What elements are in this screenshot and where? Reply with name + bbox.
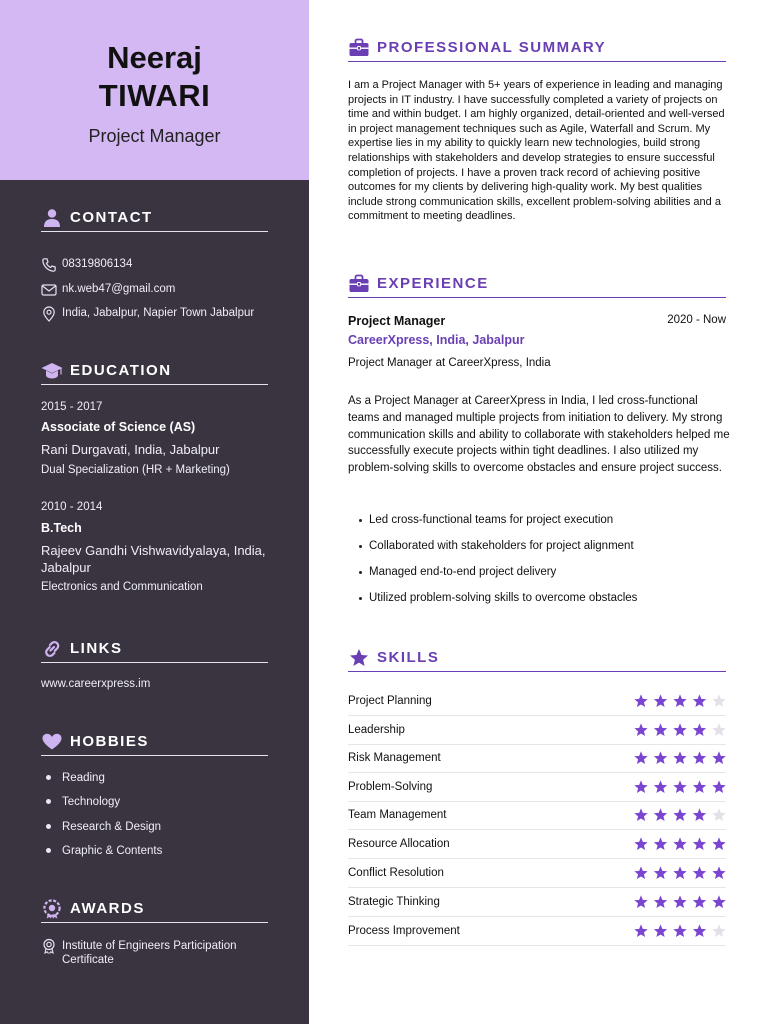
skill-rating-stars — [634, 780, 726, 794]
skill-row — [348, 860, 726, 888]
job-bullet — [359, 597, 362, 600]
skill-rating-stars — [634, 723, 726, 737]
star-empty-icon — [712, 808, 725, 821]
skill-rating-stars — [634, 808, 726, 822]
star-filled-icon — [654, 837, 667, 850]
star-empty-icon — [712, 924, 725, 937]
awards-heading — [41, 899, 268, 923]
medal-icon — [41, 938, 57, 954]
job-bullet — [359, 519, 362, 522]
job-bullet-text: Led cross-functional teams for project execution — [369, 514, 614, 526]
job-date: 2020 - Now — [667, 314, 726, 326]
briefcase-icon — [348, 38, 370, 58]
star-filled-icon — [673, 866, 686, 879]
location-pin-icon — [41, 306, 57, 322]
address-text: India, Jabalpur, Napier Town Jabalpur — [62, 307, 255, 319]
edu-2-school: Rajeev Gandhi Vishwavidyalaya, India, Jabalpur — [41, 543, 266, 575]
star-filled-icon — [693, 694, 706, 707]
job-subtitle: Project Manager at CareerXpress, India — [348, 357, 551, 369]
skill-row — [348, 717, 726, 745]
edu-2-years: 2010 - 2014 — [41, 501, 103, 513]
link-icon — [41, 639, 63, 659]
star-filled-icon — [673, 808, 686, 821]
star-filled-icon — [634, 694, 647, 707]
skill-row — [348, 745, 726, 773]
edu-1-years: 2015 - 2017 — [41, 401, 103, 413]
hobby-item: Technology — [62, 796, 121, 808]
hobby-bullet — [46, 799, 51, 804]
skill-rating-stars — [634, 895, 726, 909]
star-filled-icon — [693, 808, 706, 821]
education-title: EDUCATION — [70, 362, 172, 379]
skill-name: Problem-Solving — [348, 781, 433, 793]
skill-name: Strategic Thinking — [348, 896, 440, 908]
award-text: Institute of Engineers Participation Certificate — [62, 940, 237, 966]
star-empty-icon — [712, 694, 725, 707]
skill-name: Resource Allocation — [348, 838, 450, 850]
skill-name: Conflict Resolution — [348, 867, 444, 879]
star-filled-icon — [634, 866, 647, 879]
star-filled-icon — [654, 866, 667, 879]
star-filled-icon — [673, 694, 686, 707]
skill-row — [348, 918, 726, 946]
heart-icon — [41, 732, 63, 752]
star-filled-icon — [673, 723, 686, 736]
skill-name: Team Management — [348, 809, 447, 821]
hobby-bullet — [46, 775, 51, 780]
job-company: CareerXpress, India, Jabalpur — [348, 333, 525, 347]
job-bullet-text: Utilized problem-solving skills to overcome obstacles — [369, 592, 638, 604]
star-icon — [348, 648, 370, 668]
skill-row — [348, 889, 726, 917]
skill-rating-stars — [634, 694, 726, 708]
star-filled-icon — [712, 751, 725, 764]
edu-1-degree: Associate of Science (AS) — [41, 420, 196, 434]
experience-title: EXPERIENCE — [377, 275, 489, 292]
skill-row — [348, 802, 726, 830]
hobby-item: Graphic & Contents — [62, 845, 163, 857]
star-filled-icon — [654, 808, 667, 821]
star-filled-icon — [654, 723, 667, 736]
job-bullet — [359, 545, 362, 548]
last-name: TIWARI — [98, 78, 211, 113]
skill-row — [348, 774, 726, 802]
job-bullet-text: Collaborated with stakeholders for project alignment — [369, 540, 634, 552]
graduation-cap-icon — [41, 361, 63, 381]
star-filled-icon — [693, 751, 706, 764]
star-filled-icon — [654, 780, 667, 793]
star-filled-icon — [634, 837, 647, 850]
star-filled-icon — [693, 895, 706, 908]
briefcase-icon — [348, 274, 370, 294]
edu-2-detail: Electronics and Communication — [41, 581, 203, 593]
summary-text: I am a Project Manager with 5+ years of experience in leading and managing projects in IT industry. I have successfully completed a variety of projects on time and within budget. I am highly organized, detail-oriented and well-versed in project management techniques such as Agile, Waterfall and Scrum. My expertise lies in my ability to quickly learn new technologies, build strong relationships with stakeholders and develop strategies to ensure successful completion of projects. I have a proven track record of achieving positive outcomes for my clients by delivering high-quality work. My best qualities include strong communication skills, excellent problem-solving abilities and a commitment to meeting deadlines. — [348, 79, 725, 223]
website-link[interactable]: www.careerxpress.im — [41, 678, 151, 690]
star-filled-icon — [673, 924, 686, 937]
skill-row — [348, 688, 726, 716]
hobbies-title: HOBBIES — [70, 733, 149, 750]
name-block — [0, 0, 309, 180]
star-filled-icon — [673, 780, 686, 793]
skill-row — [348, 831, 726, 859]
star-filled-icon — [654, 751, 667, 764]
skill-name: Risk Management — [348, 752, 441, 764]
first-name: Neeraj — [107, 40, 202, 75]
contact-address — [41, 306, 281, 324]
star-filled-icon — [712, 837, 725, 850]
experience-heading — [348, 274, 726, 298]
hobbies-heading — [41, 732, 268, 756]
hobby-bullet — [46, 824, 51, 829]
star-filled-icon — [673, 895, 686, 908]
skill-rating-stars — [634, 837, 726, 851]
edu-1-detail: Dual Specialization (HR + Marketing) — [41, 464, 230, 476]
skills-heading — [348, 648, 726, 672]
star-filled-icon — [634, 808, 647, 821]
contact-heading — [41, 208, 268, 232]
star-filled-icon — [634, 924, 647, 937]
sidebar — [0, 0, 309, 1024]
skill-name: Leadership — [348, 724, 405, 736]
contact-title: CONTACT — [70, 209, 153, 226]
star-filled-icon — [673, 837, 686, 850]
hobby-item: Research & Design — [62, 821, 162, 833]
job-description: As a Project Manager at CareerXpress in India, I led cross-functional teams and managed multiple projects from initiation to delivery. My strong communication skills and ability to collaborate with stakeholders helped me successfully execute projects within tight deadlines. I also utilized my problem-solving skills to overcome obstacles and ensure project success. — [348, 395, 730, 475]
job-bullet — [359, 571, 362, 574]
user-icon — [41, 208, 63, 228]
star-filled-icon — [673, 751, 686, 764]
star-filled-icon — [654, 924, 667, 937]
contact-email — [41, 282, 281, 300]
star-filled-icon — [693, 866, 706, 879]
skill-rating-stars — [634, 751, 726, 765]
email-text[interactable]: nk.web47@gmail.com — [62, 283, 176, 295]
job-bullet-text: Managed end-to-end project delivery — [369, 566, 557, 578]
education-heading — [41, 361, 268, 385]
job-role: Project Manager — [88, 126, 221, 146]
star-filled-icon — [634, 723, 647, 736]
award-item — [41, 938, 281, 966]
edu-1-school: Rani Durgavati, India, Jabalpur — [41, 442, 220, 457]
skills-title: SKILLS — [377, 649, 440, 666]
summary-title: PROFESSIONAL SUMMARY — [377, 39, 607, 56]
summary-heading — [348, 38, 726, 62]
star-filled-icon — [693, 723, 706, 736]
links-heading — [41, 639, 268, 663]
star-filled-icon — [634, 780, 647, 793]
star-filled-icon — [634, 751, 647, 764]
skill-rating-stars — [634, 866, 726, 880]
skill-name: Project Planning — [348, 695, 432, 707]
star-empty-icon — [712, 723, 725, 736]
star-filled-icon — [693, 837, 706, 850]
phone-icon — [41, 257, 57, 273]
job-title: Project Manager — [348, 314, 446, 328]
star-filled-icon — [712, 866, 725, 879]
hobby-bullet — [46, 848, 51, 853]
mail-icon — [41, 282, 57, 298]
star-filled-icon — [654, 895, 667, 908]
links-title: LINKS — [70, 640, 123, 657]
edu-2-degree: B.Tech — [41, 521, 82, 535]
star-filled-icon — [693, 924, 706, 937]
contact-phone — [41, 257, 281, 275]
skill-name: Process Improvement — [348, 925, 460, 937]
star-filled-icon — [693, 780, 706, 793]
hobby-item: Reading — [62, 772, 105, 784]
star-filled-icon — [654, 694, 667, 707]
star-filled-icon — [634, 895, 647, 908]
award-badge-icon — [41, 899, 63, 919]
phone-text[interactable]: 08319806134 — [62, 258, 133, 270]
star-filled-icon — [712, 780, 725, 793]
skill-rating-stars — [634, 924, 726, 938]
awards-title: AWARDS — [70, 900, 145, 917]
star-filled-icon — [712, 895, 725, 908]
